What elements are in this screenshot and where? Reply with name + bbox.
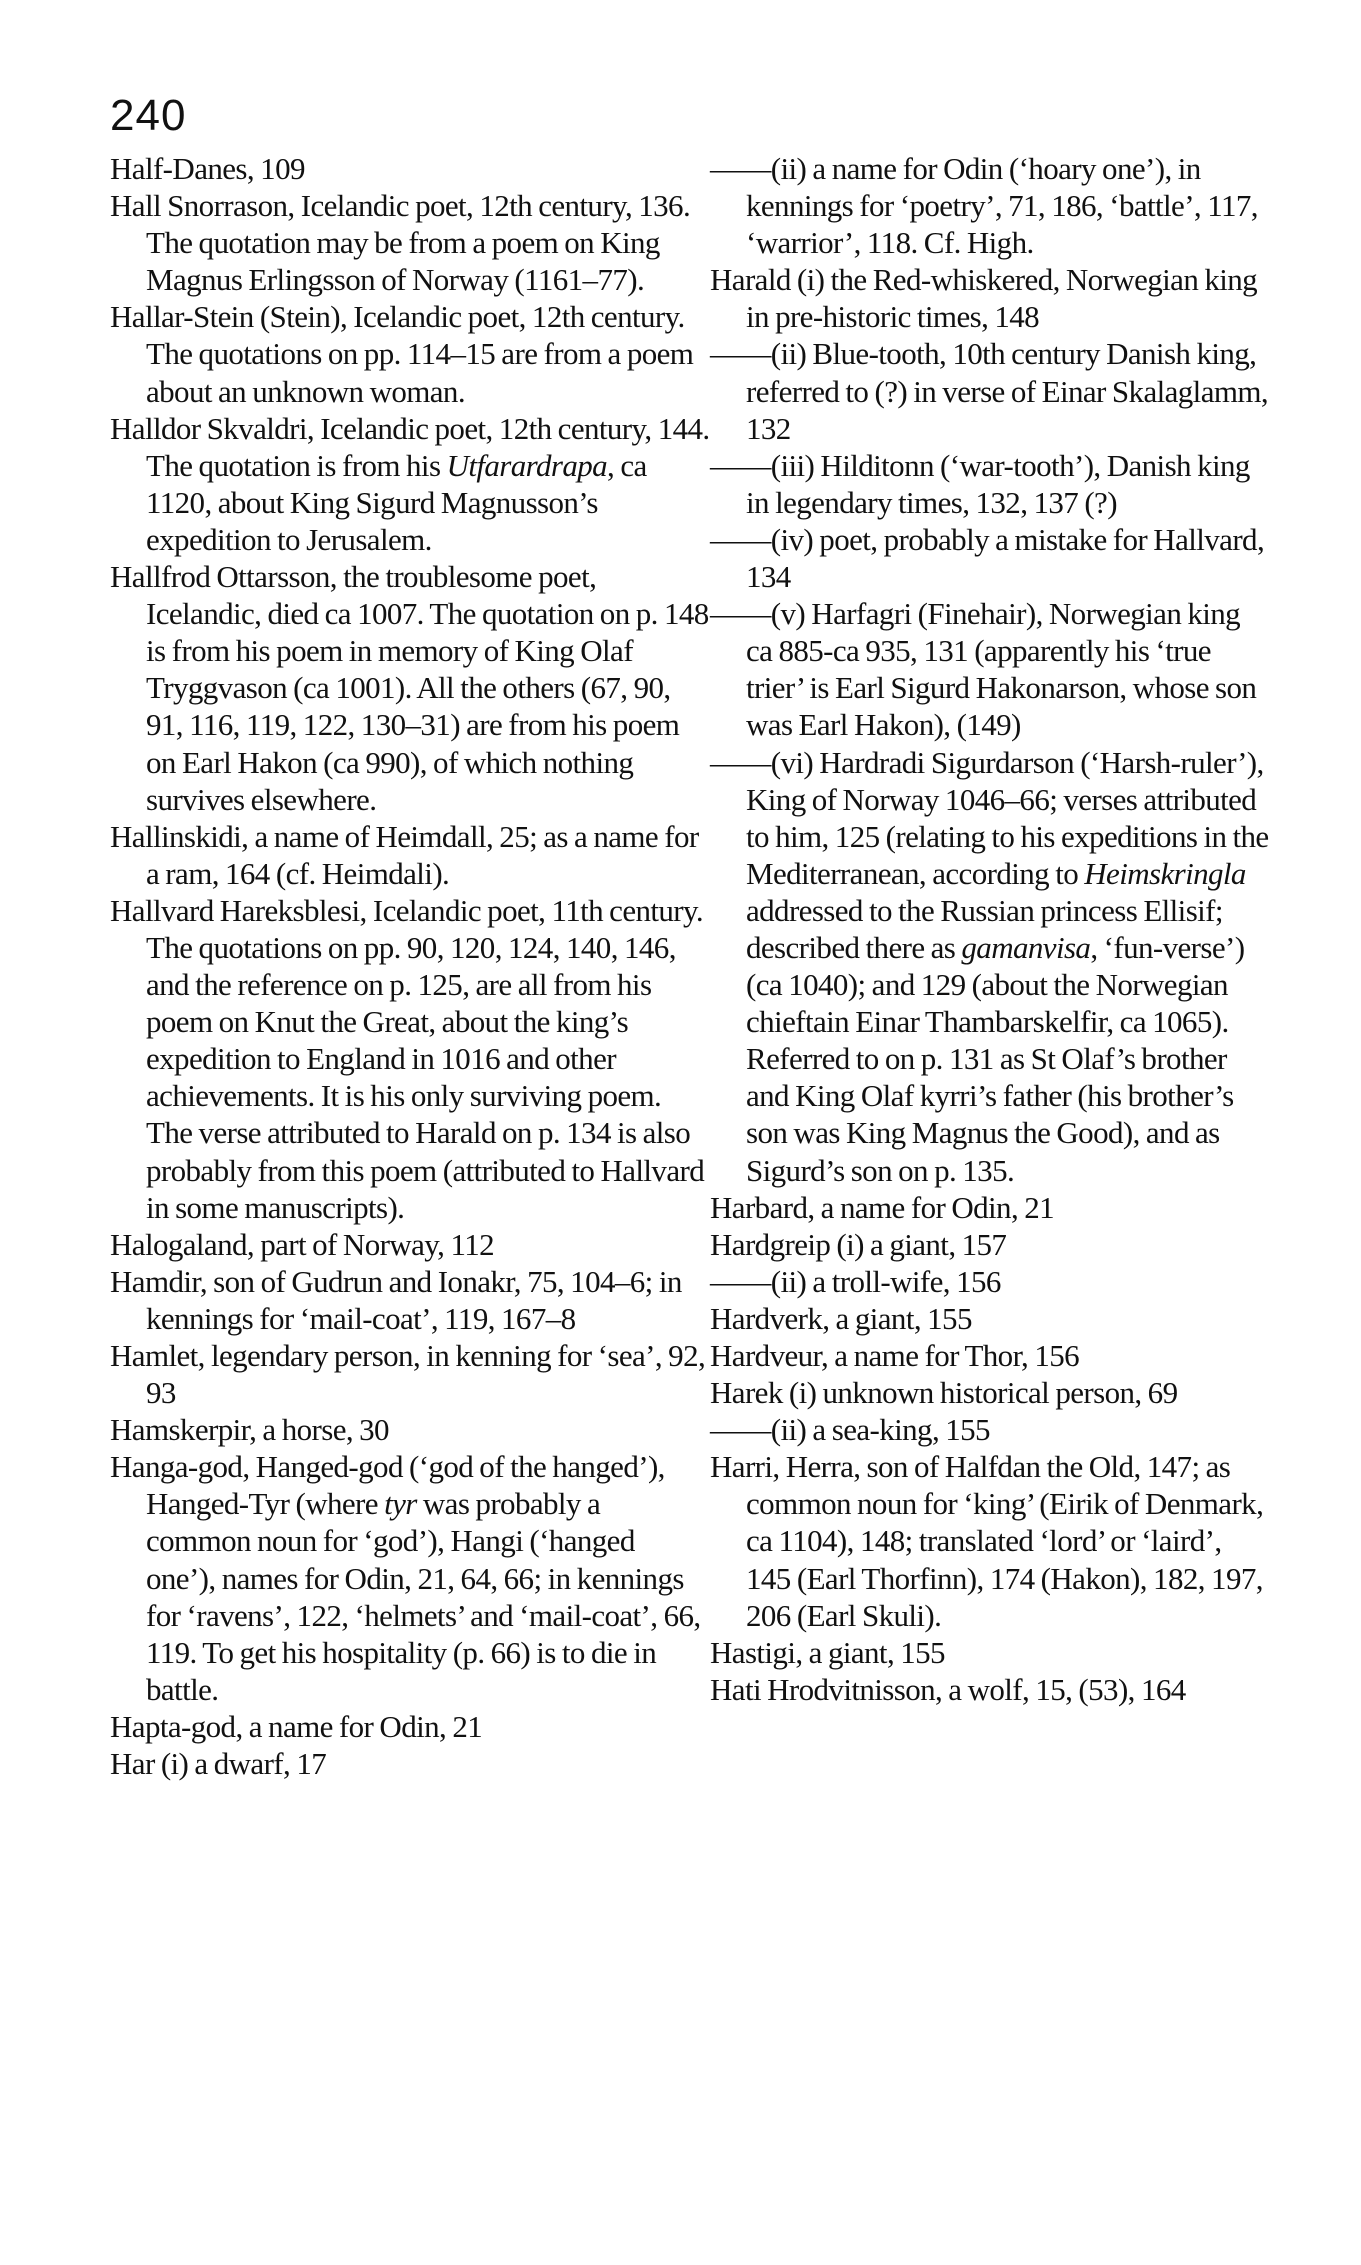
index-entry: Hamdir, son of Gudrun and Ionakr, 75, 104–6; in kennings for ‘mail-coat’, 119, 167–8 xyxy=(110,1263,682,1336)
index-entry: Hardgreip (i) a giant, 157 xyxy=(710,1226,1007,1262)
index-entry: Half-Danes, 109 xyxy=(110,151,305,186)
page-number: 240 xyxy=(110,91,187,140)
index-entry: Halogaland, part of Norway, 112 xyxy=(110,1226,495,1262)
index-entry: Hanga-god, Hanged-god (‘god of the hanged’), Hanged-Tyr (where tyr was probably a common noun for ‘god’), Hangi (‘hanged one’), names for Odin, 21, 64, 66; in kennings for ‘ravens’, 122, ‘helmets’ and ‘mail-coat’, 66, 119. To get his hospitality (p. 66) is to die in battle. xyxy=(110,1449,701,1707)
index-entry: Hastigi, a giant, 155 xyxy=(710,1634,945,1670)
index-entry: Harbard, a name for Odin, 21 xyxy=(710,1189,1055,1225)
index-entry: Hamlet, legendary person, in kenning for ‘sea’, 92, 93 xyxy=(110,1338,706,1411)
index-entry: ——(iii) Hilditonn (‘war-tooth’), Danish king in legendary times, 132, 137 (?) xyxy=(710,447,1250,520)
index-entry: Halldor Skvaldri, Icelandic poet, 12th century, 144. The quotation is from his Utfarardrapa, ca 1120, about King Sigurd Magnusson’s expedition to Jerusalem. xyxy=(110,410,710,557)
index-entry: ——(ii) Blue-tooth, 10th century Danish king, referred to (?) in verse of Einar Skalaglamm, 132 xyxy=(710,336,1269,446)
index-entry: Harri, Herra, son of Halfdan the Old, 147; as common noun for ‘king’ (Eirik of Denmark, ca 1104), 148; translated ‘lord’ or ‘laird’, 145 (Earl Thorfinn), 174 (Hakon), 182, 197, 206 (Earl Skuli). xyxy=(710,1449,1264,1633)
index-entry: ——(v) Harfagri (Finehair), Norwegian king ca 885-ca 935, 131 (apparently his ‘true trier’ is Earl Sigurd Hakonarson, whose son was Earl Hakon), (149) xyxy=(710,596,1257,743)
index-entry: ——(ii) a sea-king, 155 xyxy=(710,1412,990,1448)
index-entry: Hallvard Hareksblesi, Icelandic poet, 11th century. The quotations on pp. 90, 120, 124, 140, 146, and the reference on p. 125, are all from his poem on Knut the Great, about the king’s expedition to England in 1016 and other achievements. It is his only surviving poem. The verse attributed to Harald on p. 134 is also probably from this poem (attributed to Hallvard in some manuscripts). xyxy=(110,892,705,1225)
index-entry: ——(ii) a name for Odin (‘hoary one’), in kennings for ‘poetry’, 71, 186, ‘battle’, 117, ‘warrior’, 118. Cf. High. xyxy=(710,151,1258,261)
index-column-left xyxy=(110,150,710,1782)
index-entry: Hati Hrodvitnisson, a wolf, 15, (53), 164 xyxy=(710,1671,1186,1707)
index-entry: Hall Snorrason, Icelandic poet, 12th century, 136. The quotation may be from a poem on King Magnus Erlingsson of Norway (1161–77). xyxy=(110,188,691,298)
index-entry: Har (i) a dwarf, 17 xyxy=(110,1746,327,1782)
index-entry: Hamskerpir, a horse, 30 xyxy=(110,1412,389,1448)
index-entry: ——(ii) a troll-wife, 156 xyxy=(710,1263,1001,1299)
index-entry: Harek (i) unknown historical person, 69 xyxy=(710,1375,1178,1411)
index-entry: Hallar-Stein (Stein), Icelandic poet, 12th century. The quotations on pp. 114–15 are from a poem about an unknown woman. xyxy=(110,299,694,409)
index-entry: Hardverk, a giant, 155 xyxy=(710,1300,972,1336)
index-entry: Hallfrod Ottarsson, the troublesome poet, Icelandic, died ca 1007. The quotation on p. 148 is from his poem in memory of King Olaf Tryggvason (ca 1001). All the others (67, 90, 91, 116, 119, 122, 130–31) are from his poem on Earl Hakon (ca 990), of which nothing survives elsewhere. xyxy=(110,559,709,817)
index-entry: Hapta-god, a name for Odin, 21 xyxy=(110,1708,483,1744)
index-entry: Hallinskidi, a name of Heimdall, 25; as a name for a ram, 164 (cf. Heimdali). xyxy=(110,818,699,891)
index-entry: Harald (i) the Red-whiskered, Norwegian king in pre-historic times, 148 xyxy=(710,262,1258,335)
index-entry: ——(vi) Hardradi Sigurdarson (‘Harsh-ruler’), King of Norway 1046–66; verses attributed to him, 125 (relating to his expeditions in the Mediterranean, according to Heimskringla addressed to the Russian princess Ellisif; described there as gamanvisa, ‘fun-verse’) (ca 1040); and 129 (about the Norwegian chieftain Einar Thambarskelfir, ca 1065). Referred to on p. 131 as St Olaf’s brother and King Olaf kyrri’s father (his brother’s son was King Magnus the Good), and as Sigurd’s son on p. 135. xyxy=(710,744,1269,1188)
index-column-right xyxy=(710,150,1270,1708)
index-entry: ——(iv) poet, probably a mistake for Hallvard, 134 xyxy=(710,521,1265,595)
index-entry: Hardveur, a name for Thor, 156 xyxy=(710,1338,1080,1373)
